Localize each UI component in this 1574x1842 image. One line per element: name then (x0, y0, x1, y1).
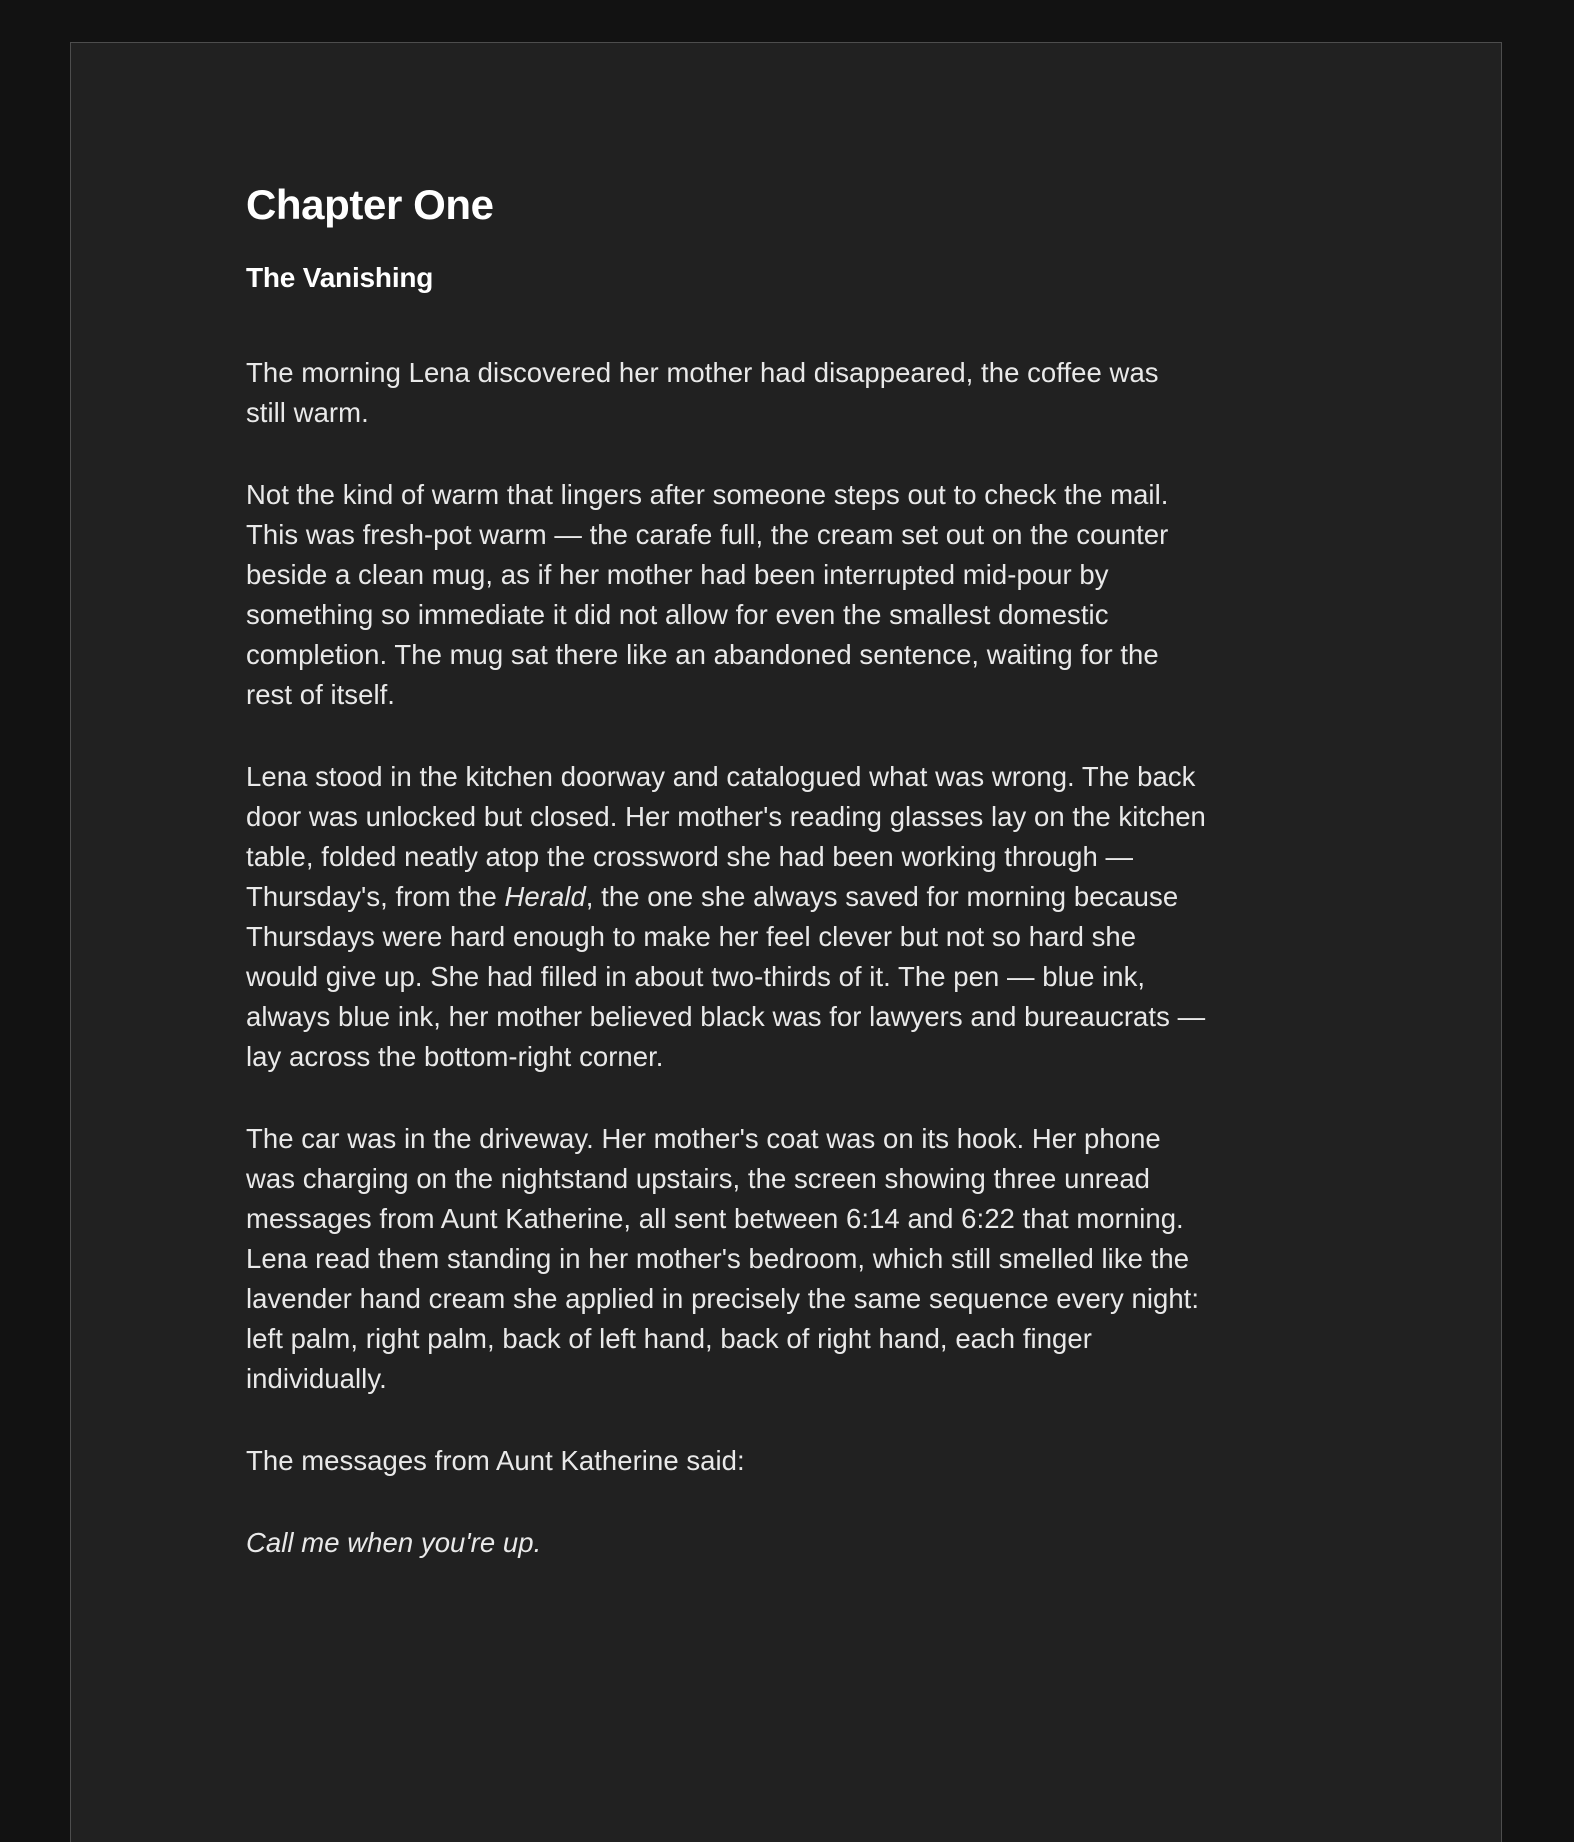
paragraph-1: The morning Lena discovered her mother had disappeared, the coffee was still warm. (246, 356, 1159, 428)
document-body (246, 181, 1206, 1563)
paragraph-3 (246, 757, 1206, 1077)
prose-container (246, 295, 1206, 1563)
paragraph-3-part-a: Lena stood in the kitchen doorway and catalogued what was wrong. The back door was unlocked but closed. Her mother's reading glasses lay on the kitchen table, folded neatly atop the crossword she had been working through — Thursday's, from the (246, 760, 1206, 912)
page-title: Chapter One (246, 181, 494, 228)
publication-name-emphasis: Herald (504, 880, 586, 912)
paragraph-2: Not the kind of warm that lingers after someone steps out to check the mail. This was fresh-pot warm — the carafe full, the cream set out on the counter beside a clean mug, as if her mother had been interrupted mid-pour by something so immediate it did not allow for even the smallest domestic completion. The mug sat there like an abandoned sentence, waiting for the rest of itself. (246, 478, 1169, 710)
document-page (70, 42, 1502, 1842)
message-quote-1: Call me when you're up. (246, 1526, 542, 1558)
paragraph-5: The messages from Aunt Katherine said: (246, 1444, 745, 1476)
paragraph-4: The car was in the driveway. Her mother's coat was on its hook. Her phone was charging on the nightstand upstairs, the screen showing three unread messages from Aunt Katherine, all sent between 6:14 and 6:22 that morning. Lena read them standing in her mother's bedroom, which still smelled like the lavender hand cream she applied in precisely the same sequence every night: left palm, right palm, back of left hand, back of right hand, each finger individually. (246, 1122, 1200, 1394)
chapter-subtitle: The Vanishing (246, 262, 434, 294)
paragraph-3-part-b: , the one she always saved for morning because Thursdays were hard enough to make her feel clever but not so hard she would give up. She had filled in about two-thirds of it. The pen — blue ink, always blue ink, her mother believed black was for lawyers and bureaucrats — lay across the bottom-right corner. (246, 880, 1206, 1072)
